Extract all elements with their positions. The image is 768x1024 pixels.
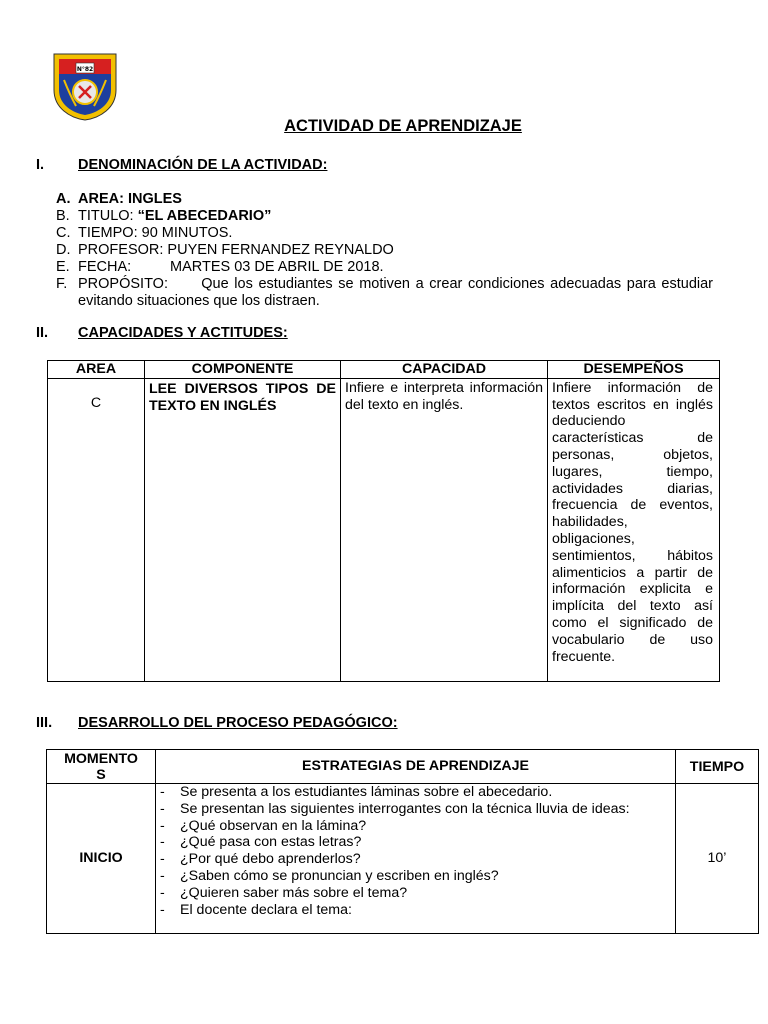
item-fecha-label: FECHA: <box>78 259 132 275</box>
header-momentos: MOMENTOS <box>47 750 156 784</box>
list-item: - ¿Quieren saber más sobre el tema? <box>158 885 673 902</box>
cell-capacidad: Infiere e interpreta información del texto en inglés. <box>341 378 548 681</box>
proceso-row-inicio <box>47 784 759 934</box>
item-titulo-label: TITULO: <box>78 208 138 224</box>
cell-estrategias <box>156 784 676 934</box>
item-a-letter: A. <box>56 191 71 207</box>
svg-text:N°82: N°82 <box>76 66 94 73</box>
section3-number: III. <box>36 715 53 731</box>
item-b-letter: B. <box>56 208 70 224</box>
section3-heading: DESARROLLO DEL PROCESO PEDAGÓGICO: <box>78 715 398 731</box>
cell-momento: INICIO <box>47 784 156 934</box>
capacidades-table <box>47 360 720 682</box>
item-proposito-label: PROPÓSITO: <box>78 276 168 292</box>
item-f-letter: F. <box>56 276 68 292</box>
list-item: - ¿Saben cómo se pronuncian y escriben en inglés? <box>158 868 673 885</box>
section2-number: II. <box>36 325 49 341</box>
cell-desempenos: Infiere información de textos escritos en inglés deduciendo características de personas, objetos, lugares, tiempo, actividades diarias, frecuencia de eventos, habilidades, obligaciones, sentimientos, hábitos alimenticios a partir de información explicita e implícita del texto así como el significado de vocabulario de uso frecuente. <box>548 378 720 681</box>
list-item: - El docente declara el tema: <box>158 902 673 919</box>
item-titulo-value: “EL ABECEDARIO” <box>137 208 272 224</box>
header-area: AREA <box>48 361 145 379</box>
item-area: AREA: INGLES <box>78 191 182 207</box>
capacidades-row <box>48 378 720 681</box>
item-proposito <box>78 276 713 310</box>
section2-heading: CAPACIDADES Y ACTITUDES: <box>78 325 288 341</box>
proceso-header-row <box>47 750 759 784</box>
proceso-table <box>46 749 759 934</box>
item-fecha-value: MARTES 03 DE ABRIL DE 2018. <box>170 259 384 275</box>
capacidades-header-row <box>48 361 720 379</box>
header-tiempo: TIEMPO <box>676 750 759 784</box>
header-estrategias: ESTRATEGIAS DE APRENDIZAJE <box>156 750 676 784</box>
item-e-letter: E. <box>56 259 70 275</box>
item-d-letter: D. <box>56 242 71 258</box>
item-tiempo: TIEMPO: 90 MINUTOS. <box>78 225 233 241</box>
header-componente: COMPONENTE <box>145 361 341 379</box>
cell-tiempo: 10’ <box>676 784 759 934</box>
cell-area: C <box>48 378 145 681</box>
section1-heading: DENOMINACIÓN DE LA ACTIVIDAD: <box>78 157 328 173</box>
list-item: - Se presenta a los estudiantes láminas sobre el abecedario. <box>158 784 673 801</box>
list-item: - ¿Por qué debo aprenderlos? <box>158 851 673 868</box>
item-profesor: PROFESOR: PUYEN FERNANDEZ REYNALDO <box>78 242 394 258</box>
item-titulo <box>78 208 271 225</box>
section1-number: I. <box>36 157 45 173</box>
list-item: - ¿Qué observan en la lámina? <box>158 818 673 835</box>
header-capacidad: CAPACIDAD <box>341 361 548 379</box>
list-item: - Se presentan las siguientes interrogantes con la técnica lluvia de ideas: <box>158 801 673 818</box>
header-desempenos: DESEMPEÑOS <box>548 361 720 379</box>
list-item: - ¿Qué pasa con estas letras? <box>158 834 673 851</box>
cell-componente: LEE DIVERSOS TIPOS DE TEXTO EN INGLÉS <box>145 378 341 681</box>
page-title: ACTIVIDAD DE APRENDIZAJE <box>284 117 522 135</box>
item-proposito-value: Que los estudiantes se motiven a crear condiciones adecuadas para estudiar evitando situaciones que los distraen. <box>78 276 714 309</box>
estrategias-list <box>158 784 673 918</box>
item-c-letter: C. <box>56 225 71 241</box>
school-crest-logo <box>50 50 120 122</box>
